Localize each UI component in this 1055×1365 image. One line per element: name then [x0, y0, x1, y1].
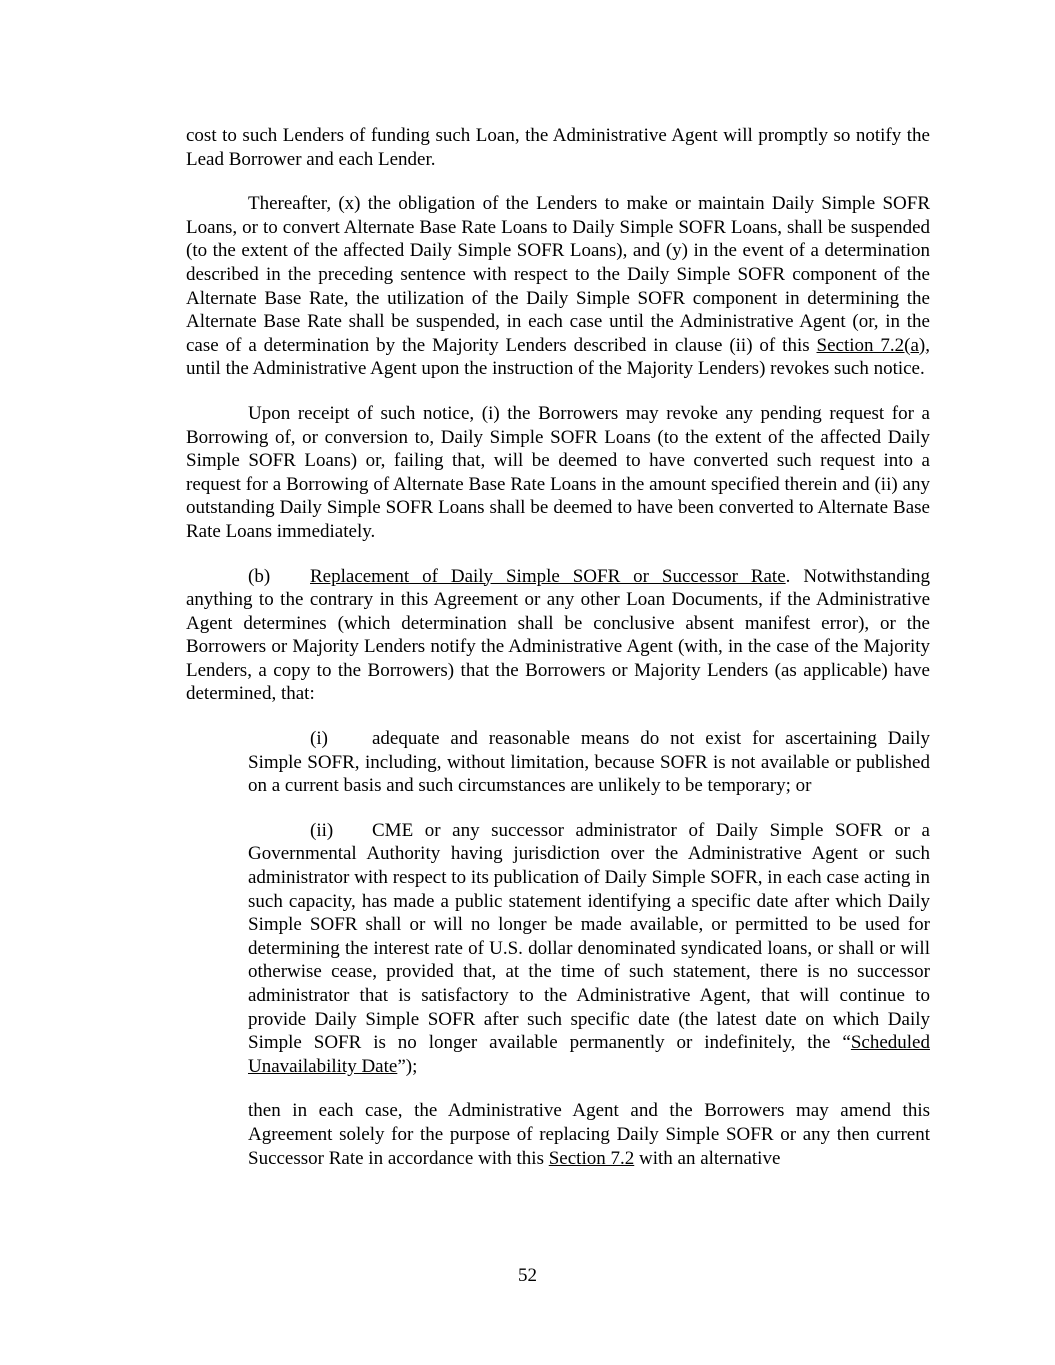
defined-term-scheduled-unavailability-date: Scheduled Unavailability Date [248, 1032, 930, 1077]
paragraph-then-in-each-case [248, 1099, 930, 1170]
paragraph-thereafter-text: Thereafter, (x) the obligation of the Lenders to make or maintain Daily Simple SOFR Loans, or to convert Alternate Base Rate Loans to Daily Simple SOFR Loans, shall be suspended (to the extent of the affected Daily Simple SOFR Loans), and (y) in the event of a determination described in the preceding sentence with respect to the Daily Simple SOFR component of the Alternate Base Rate, the utilization of the Daily Simple SOFR component in determining the Alternate Base Rate shall be suspended, in each case until the Administrative Agent (or, in the case of a determination by the Majority Lenders described in clause (ii) of this [186, 193, 930, 356]
clause-i-label: (i) [310, 728, 328, 750]
paragraph-thereafter [186, 192, 930, 381]
section-reference-7-2-a: Section 7.2(a) [816, 334, 926, 356]
paragraph-section-b [186, 565, 930, 707]
section-reference-7-2: Section 7.2 [548, 1147, 635, 1169]
clause-ii-end: ”); [397, 1055, 418, 1077]
clause-ii-text: CME or any successor administrator of Daily Simple SOFR or a Governmental Authority having jurisdiction over the Administrative Agent or such administrator with respect to its publication of Daily Simple SOFR, in each case acting in such capacity, has made a public statement identifying a specific date after which Daily Simple SOFR shall or will no longer be made available, or permitted to be used for determining the interest rate of U.S. dollar denominated syndicated loans, or shall or will otherwise cease, provided that, at the time of such statement, there is no successor administrator that is satisfactory to the Administrative Agent, that will continue to provide Daily Simple SOFR after such specific date (the latest date on which Daily Simple SOFR is no longer available permanently or indefinitely, the “ [248, 819, 930, 1054]
clause-list [248, 727, 930, 1170]
clause-i-text: adequate and reasonable means do not exist for ascertaining Daily Simple SOFR, including, without limitation, because SOFR is not available or published on a current basis and such circumstances are unlikely to be temporary; or [248, 728, 930, 797]
section-b-heading: Replacement of Daily Simple SOFR or Successor Rate [310, 565, 786, 587]
clause-ii [248, 819, 930, 1079]
paragraph-then-text: then in each case, the Administrative Agent and the Borrowers may amend this Agreement solely for the purpose of replacing Daily Simple SOFR or any then current Successor Rate in accordance with this [248, 1100, 930, 1169]
clause-i [248, 727, 930, 798]
page-number: 52 [518, 1265, 537, 1286]
paragraph-upon-receipt: Upon receipt of such notice, (i) the Borrowers may revoke any pending request for a Borrowing of, or conversion to, Daily Simple SOFR Loans (to the extent of the affected Daily Simple SOFR Loans) or, failing that, will be deemed to have converted such request into a request for a Borrowing of Alternate Base Rate Loans in the amount specified therein and (ii) any outstanding Daily Simple SOFR Loans shall be deemed to have been converted to Alternate Base Rate Loans immediately. [186, 402, 930, 542]
paragraph-continuation: cost to such Lenders of funding such Loan, the Administrative Agent will promptly so notify the Lead Borrower and each Lender. [186, 125, 930, 170]
clause-ii-label: (ii) [310, 819, 334, 841]
section-b-label: (b) [248, 565, 271, 587]
document-page [186, 124, 930, 1170]
paragraph-thereafter-tail: , until the Administrative Agent upon the instruction of the Majority Lenders) revokes such notice. [186, 334, 930, 380]
paragraph-then-tail: with an alternative [634, 1147, 781, 1169]
section-b-body: . Notwithstanding anything to the contrary in this Agreement or any other Loan Documents, if the Administrative Agent determines (which determination shall be conclusive absent manifest error), or the Borrowers or Majority Lenders notify the Administrative Agent (with, in the case of the Majority Lenders, a copy to the Borrowers) that the Borrowers or Majority Lenders (as applicable) have determined, that: [186, 565, 930, 705]
